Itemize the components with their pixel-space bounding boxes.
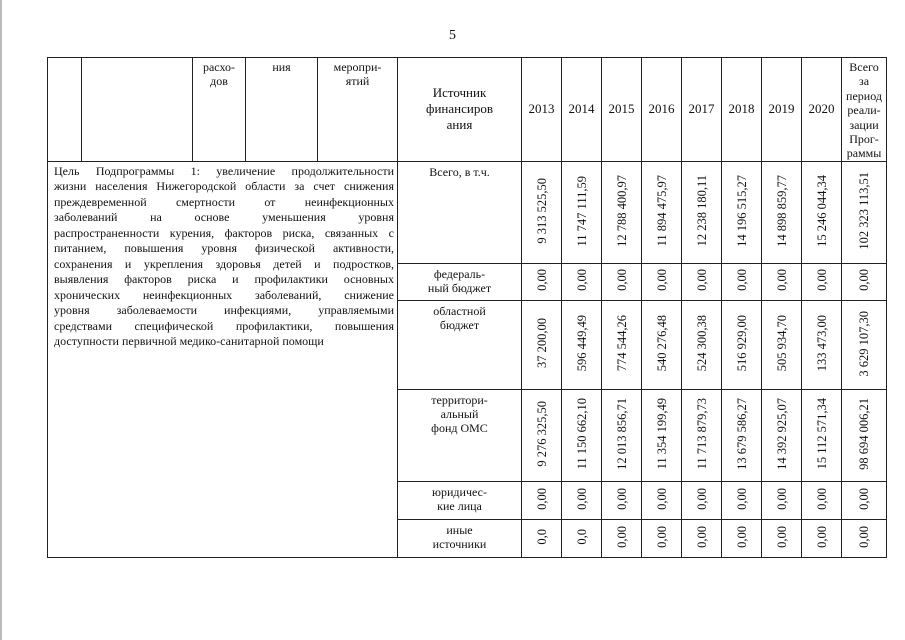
value-cell: 9 313 525,50 [522, 161, 562, 263]
value-cell: 0,00 [642, 519, 682, 557]
value-cell: 524 300,38 [682, 300, 722, 389]
header-year: 2019 [762, 58, 802, 162]
value-cell: 0,00 [802, 263, 842, 300]
value-cell: 0,00 [762, 481, 802, 519]
value-cell: 37 200,00 [522, 300, 562, 389]
value-cell: 11 150 662,10 [562, 389, 602, 481]
source-cell: юридичес- кие лица [398, 481, 522, 519]
value-cell: 0,00 [722, 263, 762, 300]
value-cell: 0,00 [802, 481, 842, 519]
scan-edge [0, 0, 2, 640]
header-year: 2013 [522, 58, 562, 162]
value-cell: 0,00 [522, 481, 562, 519]
value-cell: 12 238 180,11 [682, 161, 722, 263]
source-cell: территори- альный фонд ОМС [398, 389, 522, 481]
header-meropriyatiy: меропри- ятий [318, 58, 398, 162]
value-cell: 0,00 [762, 263, 802, 300]
value-cell: 11 894 475,97 [642, 161, 682, 263]
value-cell: 12 013 856,71 [602, 389, 642, 481]
value-cell: 774 544,26 [602, 300, 642, 389]
header-year: 2020 [802, 58, 842, 162]
value-cell: 0,00 [682, 263, 722, 300]
source-cell: иные источники [398, 519, 522, 557]
value-cell: 540 276,48 [642, 300, 682, 389]
header-source: Источник финансиров ания [398, 58, 522, 162]
value-cell: 0,00 [562, 263, 602, 300]
value-cell: 9 276 325,50 [522, 389, 562, 481]
value-cell: 0,00 [682, 481, 722, 519]
value-cell: 0,00 [602, 263, 642, 300]
total-cell: 3 629 107,30 [842, 300, 887, 389]
value-cell: 13 679 586,27 [722, 389, 762, 481]
total-cell: 0,00 [842, 263, 887, 300]
value-cell: 0,00 [642, 263, 682, 300]
value-cell: 14 392 925,07 [762, 389, 802, 481]
value-cell: 11 713 879,73 [682, 389, 722, 481]
subprogram-goal: Цель Подпрограммы 1: увеличение продолжительности жизни населения Нижегородской области за счет снижения преждевременной смертности от неинфекционных заболеваний на основе уменьшения уровня распространенности курения, факторов риска, связанных с питанием, повышения уровня физической активности, сохранения и укрепления здоровья детей и подростков, выявления факторов риска и профилактики основных хронических неинфекционных заболеваний, снижение уровня заболеваемости инфекциями, управляемыми средствами специфической профилактики, повышения доступности первичной медико-санитарной помощи [48, 161, 398, 557]
source-cell: областной бюджет [398, 300, 522, 389]
total-cell: 98 694 006,21 [842, 389, 887, 481]
value-cell: 15 246 044,34 [802, 161, 842, 263]
value-cell: 12 788 400,97 [602, 161, 642, 263]
header-year: 2015 [602, 58, 642, 162]
value-cell: 0,00 [722, 481, 762, 519]
value-cell: 0,00 [762, 519, 802, 557]
value-cell: 0,00 [602, 519, 642, 557]
value-cell: 11 354 199,49 [642, 389, 682, 481]
value-cell: 15 112 571,34 [802, 389, 842, 481]
value-cell: 0,0 [522, 519, 562, 557]
source-cell: федераль- ный бюджет [398, 263, 522, 300]
value-cell: 133 473,00 [802, 300, 842, 389]
header-year: 2018 [722, 58, 762, 162]
value-cell: 0,00 [602, 481, 642, 519]
header-rashody: расхо- дов [193, 58, 246, 162]
header-empty-1 [48, 58, 82, 162]
value-cell: 0,0 [562, 519, 602, 557]
value-cell: 11 747 111,59 [562, 161, 602, 263]
value-cell: 0,00 [562, 481, 602, 519]
page-number: 5 [449, 28, 456, 43]
header-row [48, 58, 887, 162]
header-year: 2014 [562, 58, 602, 162]
total-cell: 102 323 113,51 [842, 161, 887, 263]
value-cell: 505 934,70 [762, 300, 802, 389]
value-cell: 14 898 859,77 [762, 161, 802, 263]
header-year: 2017 [682, 58, 722, 162]
total-cell: 0,00 [842, 519, 887, 557]
value-cell: 14 196 515,27 [722, 161, 762, 263]
value-cell: 516 929,00 [722, 300, 762, 389]
header-year: 2016 [642, 58, 682, 162]
value-cell: 0,00 [722, 519, 762, 557]
header-total: Всего за период реали- зации Прог- раммы [842, 58, 887, 162]
program-financing-table [47, 57, 887, 558]
header-empty-2 [82, 58, 193, 162]
source-cell: Всего, в т.ч. [398, 161, 522, 263]
total-cell: 0,00 [842, 481, 887, 519]
table-row [48, 161, 887, 263]
value-cell: 0,00 [642, 481, 682, 519]
value-cell: 0,00 [802, 519, 842, 557]
header-nia: ния [246, 58, 318, 162]
value-cell: 0,00 [522, 263, 562, 300]
value-cell: 0,00 [682, 519, 722, 557]
value-cell: 596 449,49 [562, 300, 602, 389]
